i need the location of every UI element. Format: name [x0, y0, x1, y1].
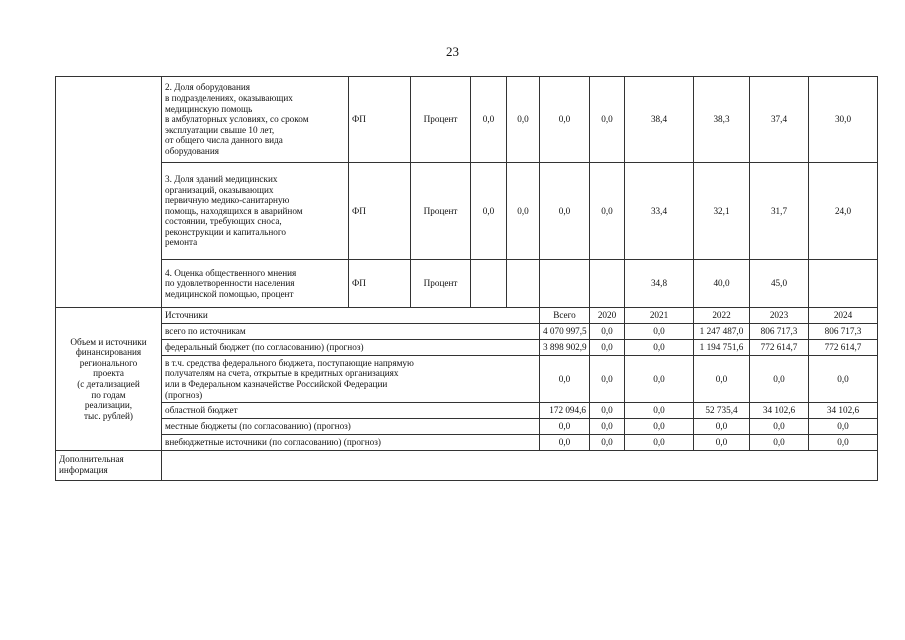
indicator-value: 0,0	[507, 77, 540, 163]
additional-info-row	[56, 451, 878, 481]
passport-table	[55, 76, 878, 481]
financing-header-row	[56, 308, 878, 324]
financing-value: 0,0	[590, 419, 625, 435]
financing-value: 806 717,3	[809, 324, 878, 340]
indicator-value: 33,4	[625, 163, 694, 260]
indicators-label-cell	[56, 77, 162, 308]
indicator-value: 0,0	[471, 163, 507, 260]
indicator-name: 4. Оценка общественного мнения по удовлетворенности населения медицинской помощью, процент	[162, 260, 349, 308]
financing-header-year: 2024	[809, 308, 878, 324]
financing-row	[56, 403, 878, 419]
financing-value: 0,0	[694, 419, 750, 435]
financing-value: 772 614,7	[750, 340, 809, 356]
financing-value: 0,0	[809, 435, 878, 451]
financing-label: Объем и источники финансирования регионального проекта (с детализацией по годам реализации, тыс. рублей)	[56, 308, 162, 451]
financing-value: 1 194 751,6	[694, 340, 750, 356]
financing-value: 52 735,4	[694, 403, 750, 419]
financing-source: областной бюджет	[162, 403, 540, 419]
financing-source: внебюджетные источники (по согласованию) (прогноз)	[162, 435, 540, 451]
financing-value: 772 614,7	[809, 340, 878, 356]
indicator-value: 24,0	[809, 163, 878, 260]
financing-source: в т.ч. средства федерального бюджета, поступающие напрямую получателям на счета, открытые в кредитных организациях или в Федеральном казначействе Российской Федерации (прогноз)	[162, 356, 540, 403]
financing-value: 0,0	[625, 340, 694, 356]
financing-row	[56, 356, 878, 403]
indicator-value: 38,4	[625, 77, 694, 163]
financing-source: местные бюджеты (по согласованию) (прогноз)	[162, 419, 540, 435]
page-number: 23	[446, 44, 459, 59]
indicator-value	[507, 260, 540, 308]
indicator-value	[809, 260, 878, 308]
indicator-value: 0,0	[590, 77, 625, 163]
financing-source: всего по источникам	[162, 324, 540, 340]
financing-header-total: Всего	[540, 308, 590, 324]
financing-value: 34 102,6	[809, 403, 878, 419]
financing-header-source: Источники	[162, 308, 540, 324]
additional-info-value	[162, 451, 878, 481]
financing-value: 0,0	[750, 435, 809, 451]
additional-info-label: Дополнительная информация	[56, 451, 162, 481]
financing-value: 0,0	[694, 356, 750, 403]
financing-value: 0,0	[750, 356, 809, 403]
financing-source: федеральный бюджет (по согласованию) (прогноз)	[162, 340, 540, 356]
financing-value: 0,0	[590, 435, 625, 451]
indicator-value: 34,8	[625, 260, 694, 308]
financing-header-year: 2022	[694, 308, 750, 324]
indicator-value: 45,0	[750, 260, 809, 308]
indicator-type: ФП	[349, 260, 411, 308]
financing-value: 0,0	[625, 403, 694, 419]
financing-total: 0,0	[540, 435, 590, 451]
indicator-value: 37,4	[750, 77, 809, 163]
indicator-value: 0,0	[590, 163, 625, 260]
financing-row	[56, 419, 878, 435]
indicator-value: 30,0	[809, 77, 878, 163]
financing-total: 0,0	[540, 419, 590, 435]
indicator-value: 38,3	[694, 77, 750, 163]
financing-value: 0,0	[625, 435, 694, 451]
financing-value: 0,0	[590, 324, 625, 340]
financing-value: 34 102,6	[750, 403, 809, 419]
financing-header-year: 2021	[625, 308, 694, 324]
financing-total: 4 070 997,5	[540, 324, 590, 340]
indicator-name: 2. Доля оборудования в подразделениях, оказывающих медицинскую помощь в амбулаторных условиях, со сроком эксплуатации свыше 10 лет, от общего числа данного вида оборудования	[162, 77, 349, 163]
indicator-value: 40,0	[694, 260, 750, 308]
indicator-value: 32,1	[694, 163, 750, 260]
indicator-row	[56, 77, 878, 163]
financing-total: 172 094,6	[540, 403, 590, 419]
indicator-name: 3. Доля зданий медицинских организаций, оказывающих первичную медико-санитарную помощь, находящихся в аварийном состоянии, требующих сноса, реконструкции и капитального ремонта	[162, 163, 349, 260]
indicator-row	[56, 163, 878, 260]
indicator-value: 0,0	[507, 163, 540, 260]
financing-value: 0,0	[625, 419, 694, 435]
indicator-unit: Процент	[411, 163, 471, 260]
financing-value: 0,0	[694, 435, 750, 451]
financing-value: 0,0	[625, 324, 694, 340]
financing-header-year: 2020	[590, 308, 625, 324]
indicator-value: 31,7	[750, 163, 809, 260]
financing-header-year: 2023	[750, 308, 809, 324]
financing-value: 1 247 487,0	[694, 324, 750, 340]
financing-total: 3 898 902,9	[540, 340, 590, 356]
financing-value: 806 717,3	[750, 324, 809, 340]
financing-row	[56, 435, 878, 451]
financing-row	[56, 340, 878, 356]
indicator-value: 0,0	[540, 163, 590, 260]
financing-value: 0,0	[590, 403, 625, 419]
financing-value: 0,0	[625, 356, 694, 403]
indicator-value	[590, 260, 625, 308]
indicator-value	[471, 260, 507, 308]
indicator-value	[540, 260, 590, 308]
indicator-value: 0,0	[540, 77, 590, 163]
financing-value: 0,0	[809, 356, 878, 403]
indicator-unit: Процент	[411, 77, 471, 163]
indicator-type: ФП	[349, 163, 411, 260]
financing-value: 0,0	[590, 356, 625, 403]
financing-row	[56, 324, 878, 340]
financing-total: 0,0	[540, 356, 590, 403]
financing-value: 0,0	[809, 419, 878, 435]
indicator-value: 0,0	[471, 77, 507, 163]
indicator-type: ФП	[349, 77, 411, 163]
financing-value: 0,0	[750, 419, 809, 435]
indicator-row	[56, 260, 878, 308]
indicator-unit: Процент	[411, 260, 471, 308]
financing-value: 0,0	[590, 340, 625, 356]
